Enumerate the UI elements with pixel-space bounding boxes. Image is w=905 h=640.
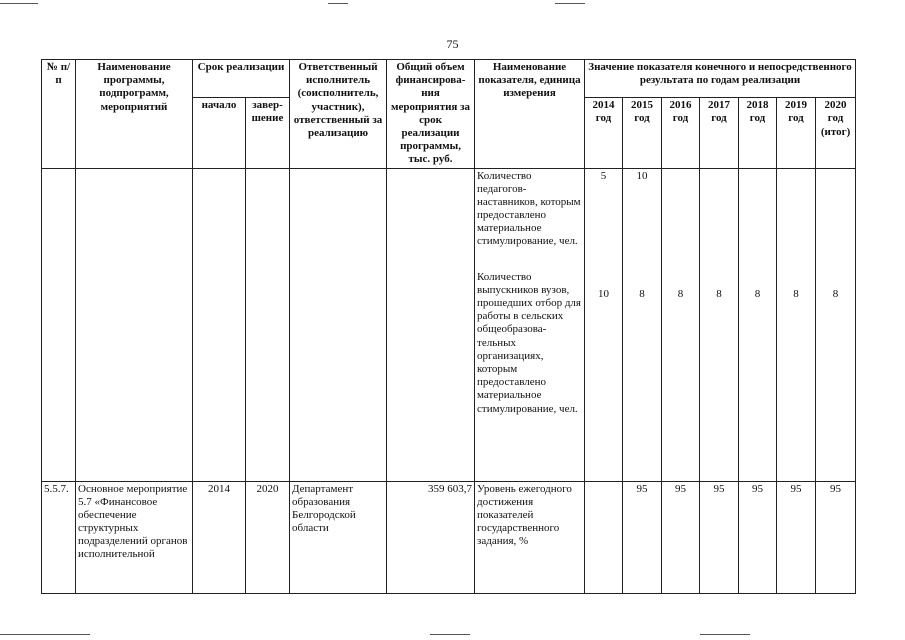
- indicator-text: Уровень ежегодного достижения показателей государственного задания, %: [477, 482, 572, 548]
- indicator-value: [779, 170, 813, 183]
- scan-edge-line-bottom-3: [700, 634, 750, 635]
- indicator-value: [702, 170, 736, 183]
- indicator-value: 8: [716, 287, 722, 300]
- indicator-value: 10: [598, 287, 610, 300]
- row-end: [246, 168, 290, 481]
- header-indicator: Наименование показателя, единица измерения: [475, 60, 585, 169]
- value-cell-2020: 95: [816, 481, 856, 593]
- row-num: 5.5.7.: [42, 481, 76, 593]
- value-cell-2014: [585, 481, 623, 593]
- row-executor: Департамент образования Белгородской области: [290, 481, 387, 593]
- value-cell-2016: [662, 168, 700, 481]
- indicator-value: 8: [639, 287, 645, 300]
- indicator-value: [664, 170, 697, 183]
- header-start: начало: [193, 98, 246, 168]
- value-cell-2020: [816, 168, 856, 481]
- indicator-value: [741, 170, 774, 183]
- header-finance: Общий объем финансирова-ния мероприятия за срок реализации программы, тыс. руб.: [387, 60, 475, 169]
- header-year-2018: 2018 год: [739, 98, 777, 168]
- row-start: 2014: [193, 481, 246, 593]
- row-end: 2020: [246, 481, 290, 593]
- row-finance: 359 603,7: [387, 481, 475, 593]
- value-cell-2015: 95: [623, 481, 662, 593]
- scan-edge-line-top: [328, 3, 348, 4]
- header-name: Наименование программы, подпрограмм, мероприятий: [76, 60, 193, 169]
- table-row: [42, 481, 856, 593]
- header-year-2016: 2016 год: [662, 98, 700, 168]
- row-name: Основное мероприятие 5.7 «Финансовое обеспечение структурных подразделений органов исполнительной: [76, 481, 193, 593]
- indicator-value: [818, 170, 853, 183]
- value-cell-2014: [585, 168, 623, 481]
- row-num: [42, 168, 76, 481]
- indicator-text: Количество выпускников вузов, прошедших отбор для работы в сельских общеобразова-тельных организациях, которым предоставлено материальное стимулирование, чел.: [477, 270, 581, 415]
- value-cell-2018: 95: [739, 481, 777, 593]
- header-year-2017: 2017 год: [700, 98, 739, 168]
- value-cell-2017: 95: [700, 481, 739, 593]
- row-executor: [290, 168, 387, 481]
- indicator-text: Количество педагогов-наставников, которым предоставлено материальное стимулирование, чел.: [477, 169, 581, 248]
- header-values: Значение показателя конечного и непосредственного результата по годам реализации: [585, 60, 856, 98]
- indicator-value: 5: [600, 169, 607, 182]
- header-year-2020: 2020 год (итог): [816, 98, 856, 168]
- row-name: [76, 168, 193, 481]
- scan-edge-line-top-2: [555, 3, 585, 4]
- indicator-value: 8: [754, 287, 761, 300]
- value-cell-2016: 95: [662, 481, 700, 593]
- table-row: [42, 168, 856, 481]
- header-num: № п/п: [42, 60, 76, 169]
- indicator-value: 10: [636, 169, 648, 182]
- value-cell-2015: [623, 168, 662, 481]
- header-year-2019: 2019 год: [777, 98, 816, 168]
- indicator-cell: [475, 481, 585, 593]
- page-number: 75: [446, 37, 459, 51]
- value-cell-2019: [777, 168, 816, 481]
- scan-edge-line-left: [0, 3, 38, 4]
- indicator-value: 8: [832, 287, 839, 300]
- indicator-value: 8: [793, 287, 799, 300]
- header-year-2014: 2014 год: [585, 98, 623, 168]
- value-cell-2019: 95: [777, 481, 816, 593]
- indicator-value: 8: [677, 287, 684, 300]
- value-cell-2017: [700, 168, 739, 481]
- header-end: завер-шение: [246, 98, 290, 168]
- header-year-2015: 2015 год: [623, 98, 662, 168]
- row-start: [193, 168, 246, 481]
- row-finance: [387, 168, 475, 481]
- indicator-cell: [475, 168, 585, 481]
- header-executor: Ответственный исполнитель (соисполнитель, участник), ответственный за реализацию: [290, 60, 387, 169]
- header-period: Срок реализации: [193, 60, 290, 98]
- scan-edge-line-bottom-2: [430, 634, 470, 635]
- scan-edge-line-bottom: [0, 634, 90, 635]
- indicator-table: [41, 59, 856, 594]
- value-cell-2018: [739, 168, 777, 481]
